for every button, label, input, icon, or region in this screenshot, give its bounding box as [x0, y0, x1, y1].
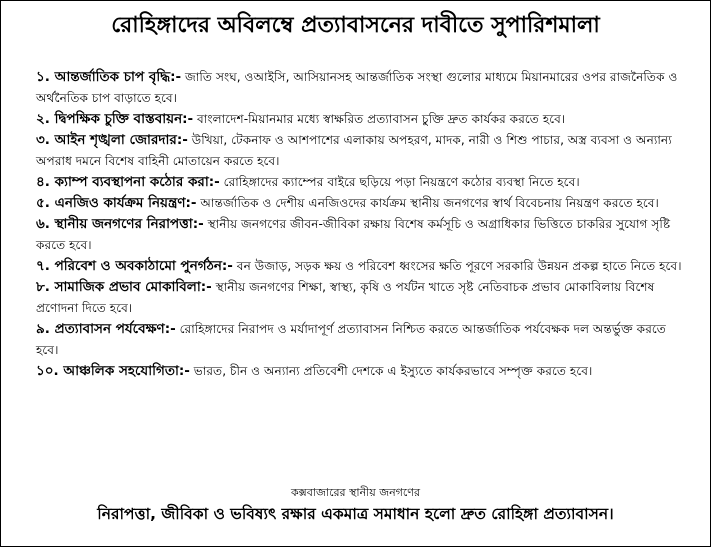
- item-heading: ১০. আঞ্চলিক সহযোগিতা:-: [36, 363, 190, 379]
- list-item: [36, 361, 691, 382]
- list-item: [36, 130, 691, 172]
- item-body: জাতি সংঘ, ওআইসি, আসিয়ানসহ আন্তর্জাতিক সংস্থা গুলোর মাধ্যমে মিয়ানমারের ওপর রাজনৈতিক ও অর্থনৈতিক চাপ বাড়াতে হবে।: [36, 70, 678, 105]
- list-item: [36, 109, 691, 130]
- recommendation-list: [36, 67, 691, 382]
- item-heading: ৬. স্থানীয় জনগণের নিরাপত্তা:-: [36, 216, 204, 232]
- item-body: আন্তর্জাতিক ও দেশীয় এনজিওদের কার্যক্রম স্থানীয় জনগণের স্বার্থ বিবেচনায় নিয়ন্ত্রণ করতে হবে।: [196, 196, 659, 210]
- item-heading: ৭. পরিবেশ ও অবকাঠামো পুনর্গঠন:-: [36, 258, 233, 274]
- item-body: রোহিঙ্গাদের ক্যাম্পের বাইরে ছড়িয়ে পড়া নিয়ন্ত্রণে কঠোর ব্যবস্থা নিতে হবে।: [219, 175, 580, 189]
- list-item: [36, 256, 691, 277]
- item-body: রোহিঙ্গাদের নিরাপদ ও মর্যাদাপূর্ণ প্রত্যাবাসন নিশ্চিত করতে আন্তর্জাতিক পর্যবেক্ষক দল অন্তর্ভুক্ত করতে হবে।: [36, 322, 666, 357]
- list-item: [36, 172, 691, 193]
- item-body: স্থানীয় জনগণের জীবন-জীবিকা রক্ষায় বিশেষ কর্মসূচি ও অগ্রাধিকার ভিত্তিতে চাকরির সুযোগ সৃষ্টি করতে হবে।: [36, 217, 671, 252]
- document-title: রোহিঙ্গাদের অবিলম্বে প্রত্যাবাসনের দাবীতে সুপারিশমালা: [111, 13, 600, 38]
- item-heading: ৫. এনজিও কার্যক্রম নিয়ন্ত্রণ:-: [36, 195, 197, 211]
- item-body: স্থানীয় জনগণের শিক্ষা, স্বাস্থ্য, কৃষি ও পর্যটন খাতে সৃষ্ট নেতিবাচক প্রভাব মোকাবিলায় বিশেষ প্রণোদনা দিতে হবে।: [36, 280, 655, 315]
- item-heading: ৩. আইন শৃঙ্খলা জোরদার:-: [36, 132, 188, 148]
- list-item: [36, 193, 691, 214]
- list-item: [36, 319, 691, 361]
- item-body: বন উজাড়, সড়ক ক্ষয় ও পরিবেশ ধ্বংসের ক্ষতি পূরণে সরকারি উন্নয়ন প্রকল্প হাতে নিতে হবে।: [232, 259, 682, 273]
- item-heading: ৪. ক্যাম্প ব্যবস্থাপনা কঠোর করা:-: [36, 174, 220, 190]
- item-body: উখিয়া, টেকনাফ ও আশপাশের এলাকায় অপহরণ, মাদক, নারী ও শিশু পাচার, অস্ত্র ব্যবসা ও অন্যান্য অপরাধ দমনে বিশেষ বাহিনী মোতায়েন করতে হবে।: [36, 133, 672, 168]
- list-item: [36, 67, 691, 109]
- item-heading: ২. দ্বিপক্ষিক চুক্তি বাস্তবায়ন:-: [36, 111, 194, 127]
- item-body: বাংলাদেশ-মিয়ানমার মধ্যে স্বাক্ষরিত প্রত্যাবাসন চুক্তি দ্রুত কার্যকর করতে হবে।: [193, 112, 566, 126]
- item-body: ভারত, চীন ও অন্যান্য প্রতিবেশী দেশকে এ ইস্যুতে কার্যকরভাবে সম্পৃক্ত করতে হবে।: [189, 364, 593, 378]
- item-heading: ১. আন্তর্জাতিক চাপ বৃদ্ধি:-: [36, 69, 182, 85]
- item-heading: ৮. সামাজিক প্রভাব মোকাবিলা:-: [36, 279, 212, 295]
- item-heading: ৯. প্রত্যাবাসন পর্যবেক্ষণ:-: [36, 321, 176, 337]
- footer-attribution: কক্সবাজারের স্থানীয় জনগণের: [290, 486, 421, 499]
- list-item: [36, 277, 691, 319]
- list-item: [36, 214, 691, 256]
- footer-statement: নিরাপত্তা, জীবিকা ও ভবিষ্যৎ রক্ষার একমাত্র সমাধান হলো দ্রুত রোহিঙ্গা প্রত্যাবাসন।: [97, 505, 614, 523]
